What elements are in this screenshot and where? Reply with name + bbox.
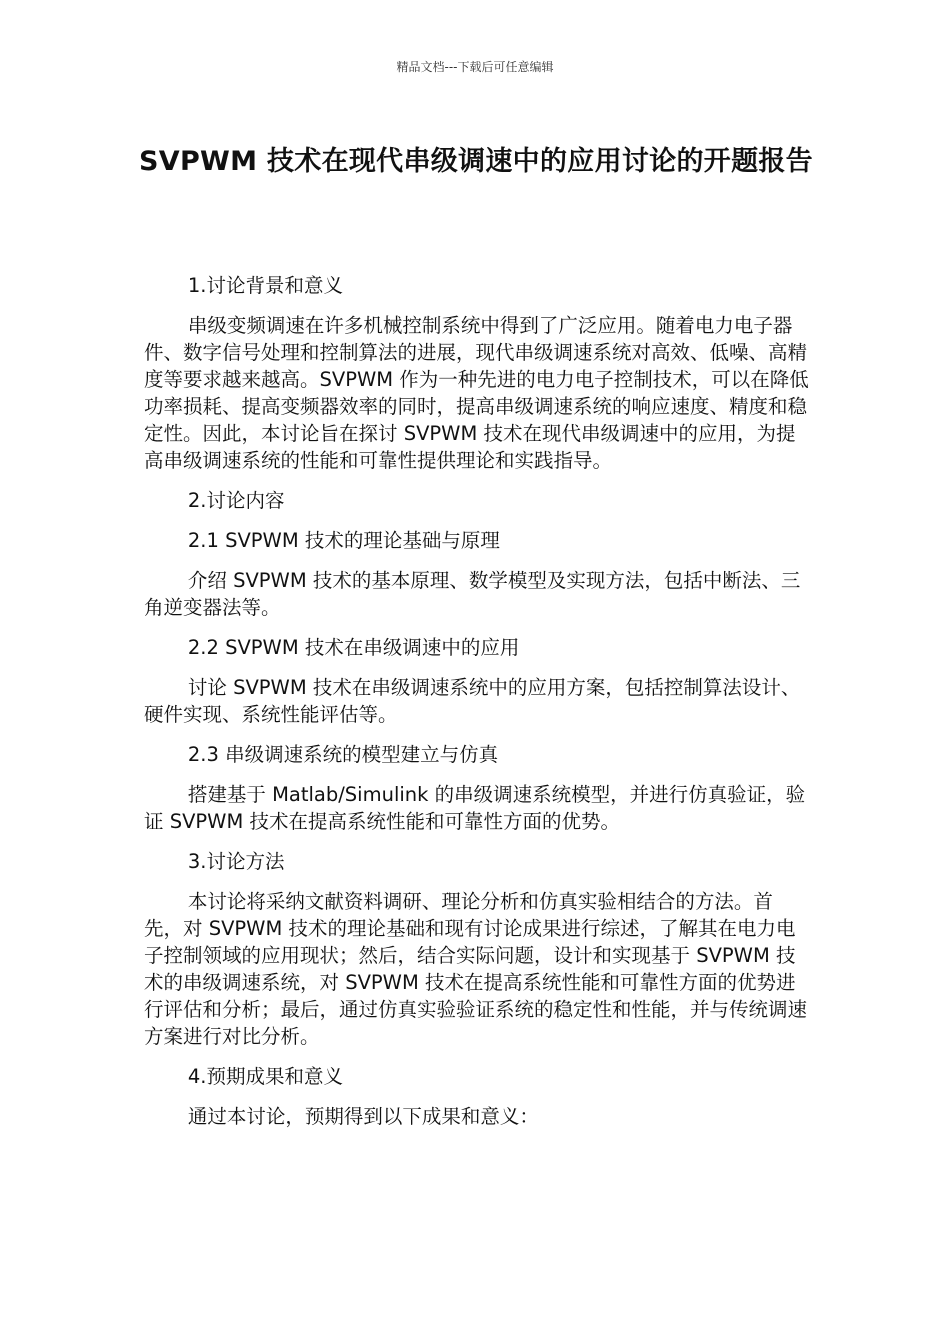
page-title: SVPWM 技术在现代串级调速中的应用讨论的开题报告 [139,146,813,177]
paragraph-method: 本讨论将采纳文献资料调研、理论分析和仿真实验相结合的方法。首先，对 SVPWM 技术的理论基础和现有讨论成果进行综述，了解其在电力电子控制领域的应用现状；然后，结合实际问题，设计和实现基于 SVPWM 技术的串级调速系统，对 SVPWM 技术在提高系统性能和可靠性方面的优势进行评估和分析；最后，通过仿真实验验证系统的稳定性和性能，并与传统调速方案进行对比分析。 [144,890,808,1048]
section-heading-background: 1.讨论背景和意义 [187,274,343,297]
paragraph-background: 串级变频调速在许多机械控制系统中得到了广泛应用。随着电力电子器件、数字信号处理和控制算法的进展，现代串级调速系统对高效、低噪、高精度等要求越来越高。SVPWM 作为一种先进的电力电子控制技术，可以在降低功率损耗、提高变频器效率的同时，提高串级调速系统的响应速度、精度和稳定性。因此，本讨论旨在探讨 SVPWM 技术在现代串级调速中的应用，为提高串级调速系统的性能和可靠性提供理论和实践指导。 [144,314,809,472]
section-heading-content: 2.讨论内容 [187,489,285,512]
section-heading-method: 3.讨论方法 [187,850,285,873]
header-note: 精品文档---下载后可任意编辑 [396,60,554,74]
document-body [144,272,810,1143]
subsection-heading-2-1: 2.1 SVPWM 技术的理论基础与原理 [187,529,500,552]
section-heading-outcomes: 4.预期成果和意义 [187,1065,343,1088]
paragraph-outcomes: 通过本讨论，预期得到以下成果和意义： [187,1105,539,1128]
paragraph-2-1: 介绍 SVPWM 技术的基本原理、数学模型及实现方法，包括中断法、三角逆变器法等。 [144,569,801,619]
subsection-heading-2-3: 2.3 串级调速系统的模型建立与仿真 [187,743,499,766]
paragraph-2-2: 讨论 SVPWM 技术在串级调速系统中的应用方案，包括控制算法设计、硬件实现、系统性能评估等。 [144,676,801,726]
paragraph-2-3: 搭建基于 Matlab/Simulink 的串级调速系统模型，并进行仿真验证，验证 SVPWM 技术在提高系统性能和可靠性方面的优势。 [144,783,806,833]
subsection-heading-2-2: 2.2 SVPWM 技术在串级调速中的应用 [187,636,520,659]
